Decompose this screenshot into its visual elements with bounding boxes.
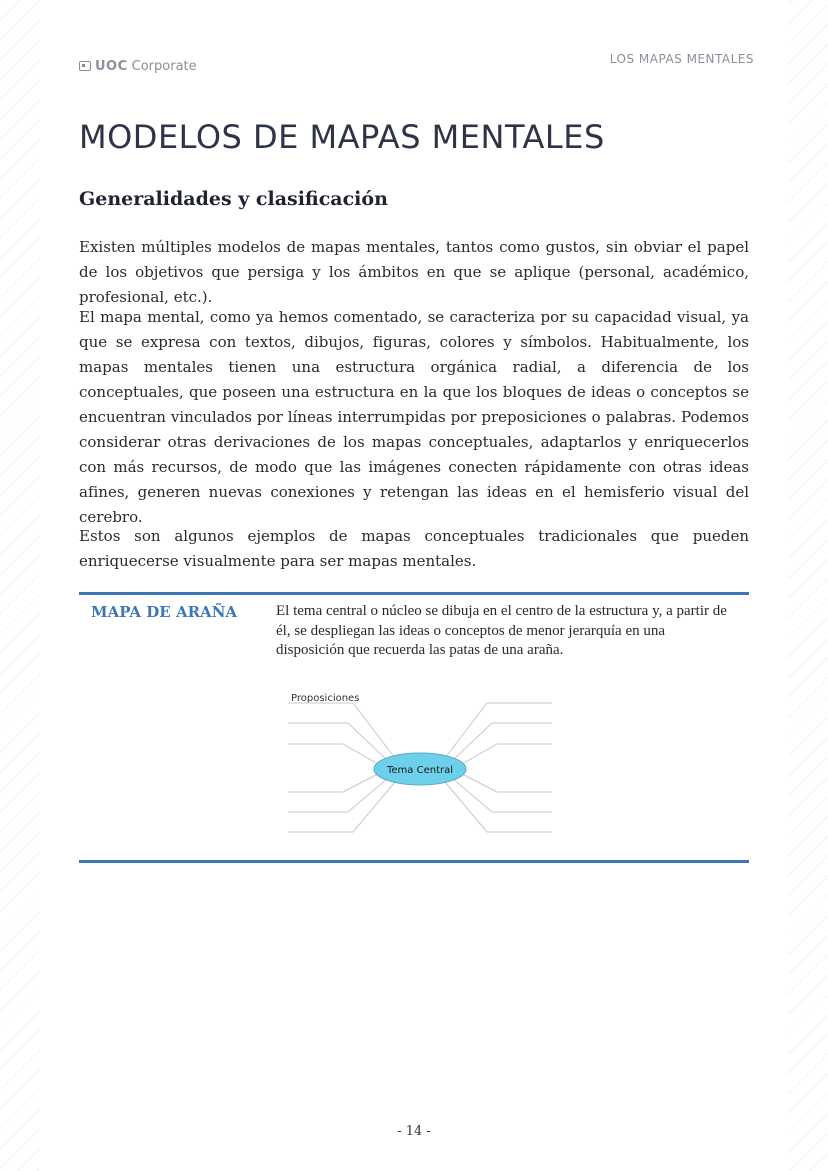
spider-leg-right-3 — [462, 744, 552, 764]
spider-leg-right-1 — [445, 703, 552, 758]
spider-leg-left-6 — [288, 782, 395, 832]
spider-map-diagram — [280, 688, 560, 838]
spider-leg-left-3 — [288, 744, 378, 764]
central-topic-label: Tema Central — [386, 765, 454, 776]
table-bottom-rule — [79, 860, 749, 863]
running-header: LOS MAPAS MENTALES — [609, 52, 754, 66]
spider-leg-right-6 — [445, 782, 552, 832]
spider-leg-right-4 — [462, 774, 552, 792]
paragraph-3: Estos son algunos ejemplos de mapas conceptuales tradicionales que pueden enriquecerse visualmente para ser mapas mentales. — [79, 527, 749, 570]
logo-sub: Corporate — [131, 58, 197, 74]
page-sheet — [40, 0, 788, 1171]
page-title: MODELOS DE MAPAS MENTALES — [79, 118, 605, 156]
spider-leg-right-5 — [452, 778, 552, 812]
paragraph-1: Existen múltiples modelos de mapas mentales, tantos como gustos, sin obviar el papel de los objetivos que persiga y los ámbitos en que se aplique (personal, académico, profesional, etc.). — [79, 238, 749, 306]
paragraph-2: El mapa mental, como ya hemos comentado, se caracteriza por su capacidad visual, ya que se expresa con textos, dibujos, figuras, colores y símbolos. Habitualmente, los mapas mentales tienen una estructura orgánica radial, a diferencia de los conceptuales, que poseen una estructura en la que los bloques de ideas o conceptos se encuentran vinculados por líneas interrumpidas por preposiciones o palabras. Podemos considerar otras derivaciones de los mapas conceptuales, adaptarlos y enriquecerlos con más recursos, de modo que las imágenes conecten rápidamente con otras ideas afines, generen nuevas conexiones y retengan las ideas en el hemisferio visual del cerebro. — [79, 308, 749, 526]
uoc-logo-icon — [79, 61, 91, 71]
spider-leg-left-4 — [288, 774, 378, 792]
map-type-description: El tema central o núcleo se dibuja en el centro de la estructura y, a partir de él, se despliegan las ideas o conceptos de menor jerarquía en una disposición que recuerda las patas de una araña. — [276, 603, 727, 658]
table-top-rule — [79, 592, 749, 595]
page-number: - 14 - — [397, 1124, 431, 1139]
propositions-label: Proposiciones — [291, 693, 360, 704]
uoc-corporate-logo — [79, 56, 197, 76]
logo-brand: UOC — [95, 58, 128, 74]
spider-leg-left-5 — [288, 778, 388, 812]
map-type-label: MAPA DE ARAÑA — [91, 603, 238, 621]
spider-leg-left-1 — [288, 703, 395, 758]
section-heading: Generalidades y clasificación — [79, 188, 388, 210]
